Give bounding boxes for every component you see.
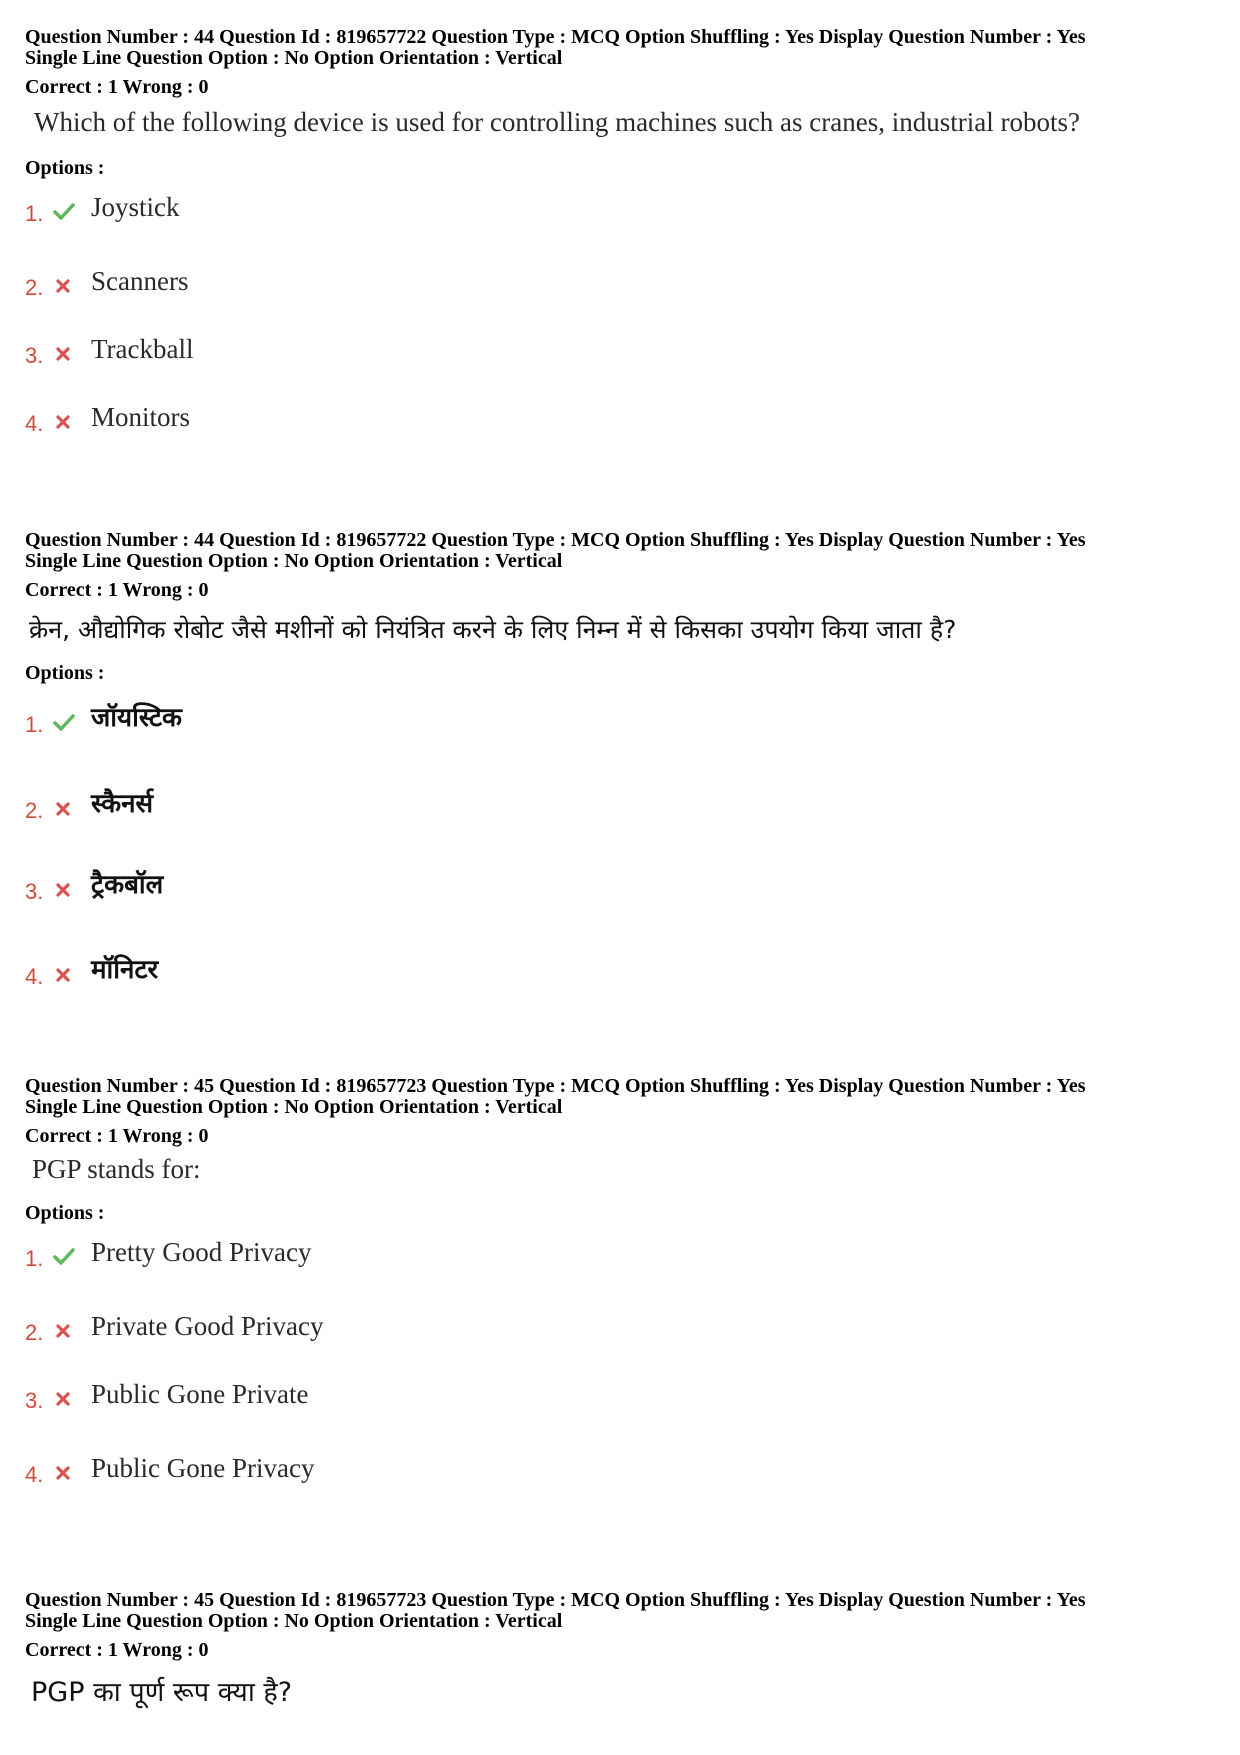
cross-icon (56, 415, 70, 429)
option-1 (25, 1232, 1025, 1272)
option-number: 3. (25, 1388, 44, 1413)
cross-icon (56, 347, 70, 361)
option-text: स्कैनर्स (91, 789, 154, 819)
question-block-45-hi (25, 1590, 1225, 1740)
option-number: 3. (25, 879, 44, 904)
question-meta-line-1: Question Number : 44 Question Id : 819657722 Question Type : MCQ Option Shuffling : Yes Display Question Number : Yes (25, 26, 1086, 48)
option-4 (25, 950, 1025, 990)
question-score: Correct : 1 Wrong : 0 (25, 1125, 209, 1147)
option-number: 4. (25, 411, 44, 436)
question-score: Correct : 1 Wrong : 0 (25, 76, 209, 98)
options-label: Options : (25, 662, 105, 684)
option-text: ट्रैकबॉल (91, 870, 164, 900)
option-number: 1. (25, 712, 44, 737)
option-2 (25, 784, 1025, 824)
cross-icon (56, 1466, 70, 1480)
option-text: Private Good Privacy (91, 1311, 324, 1341)
option-number: 1. (25, 1246, 44, 1271)
question-block-45-en (25, 1076, 1225, 1516)
option-text: Public Gone Private (91, 1379, 309, 1409)
cross-icon (56, 279, 70, 293)
cross-icon (56, 802, 70, 816)
options-label: Options : (25, 157, 105, 179)
option-3 (25, 329, 1025, 369)
option-text: Trackball (91, 334, 194, 364)
option-text: Public Gone Privacy (91, 1453, 315, 1483)
check-icon (52, 199, 76, 223)
options-label: Options : (25, 1202, 105, 1224)
cross-icon (56, 1392, 70, 1406)
option-text: Scanners (91, 266, 189, 296)
check-icon (52, 710, 76, 734)
option-text: जॉयस्टिक (91, 703, 183, 733)
question-meta-line-2: Single Line Question Option : No Option Orientation : Vertical (25, 1096, 563, 1118)
question-block-44-hi (25, 530, 1225, 1010)
question-text: PGP का पूर्ण रूप क्या है? (31, 1677, 293, 1708)
option-1 (25, 698, 1025, 738)
option-text: Pretty Good Privacy (91, 1237, 312, 1267)
question-score: Correct : 1 Wrong : 0 (25, 1639, 209, 1661)
cross-icon (56, 968, 70, 982)
question-score: Correct : 1 Wrong : 0 (25, 579, 209, 601)
option-number: 3. (25, 343, 44, 368)
question-text: PGP stands for: (32, 1154, 201, 1184)
option-number: 4. (25, 964, 44, 989)
question-meta-line-1: Question Number : 45 Question Id : 819657723 Question Type : MCQ Option Shuffling : Yes Display Question Number : Yes (25, 1075, 1086, 1097)
check-icon (52, 1244, 76, 1268)
question-meta-line-2: Single Line Question Option : No Option Orientation : Vertical (25, 1610, 563, 1632)
question-text: Which of the following device is used for controlling machines such as cranes, industrial robots? (34, 107, 1080, 137)
option-number: 4. (25, 1462, 44, 1487)
question-meta-line-1: Question Number : 44 Question Id : 819657722 Question Type : MCQ Option Shuffling : Yes Display Question Number : Yes (25, 529, 1086, 551)
option-number: 2. (25, 798, 44, 823)
option-number: 2. (25, 275, 44, 300)
option-text: Joystick (91, 192, 180, 222)
question-text: क्रेन, औद्योगिक रोबोट जैसे मशीनों को नियंत्रित करने के लिए निम्न में से किसका उपयोग किया जाता है? (29, 615, 957, 644)
cross-icon (56, 883, 70, 897)
option-text: मॉनिटर (91, 955, 159, 985)
option-text: Monitors (91, 402, 191, 432)
question-meta-line-1: Question Number : 45 Question Id : 819657723 Question Type : MCQ Option Shuffling : Yes Display Question Number : Yes (25, 1589, 1086, 1611)
option-number: 1. (25, 201, 44, 226)
option-2 (25, 261, 1025, 301)
option-4 (25, 397, 1025, 437)
cross-icon (56, 1324, 70, 1338)
option-number: 2. (25, 1320, 44, 1345)
option-3 (25, 865, 1025, 905)
option-3 (25, 1374, 1025, 1414)
option-2 (25, 1306, 1025, 1346)
question-meta-line-2: Single Line Question Option : No Option Orientation : Vertical (25, 550, 563, 572)
option-4 (25, 1448, 1025, 1488)
question-block-44-en (25, 27, 1225, 467)
question-meta-line-2: Single Line Question Option : No Option Orientation : Vertical (25, 47, 563, 69)
option-1 (25, 187, 1025, 227)
